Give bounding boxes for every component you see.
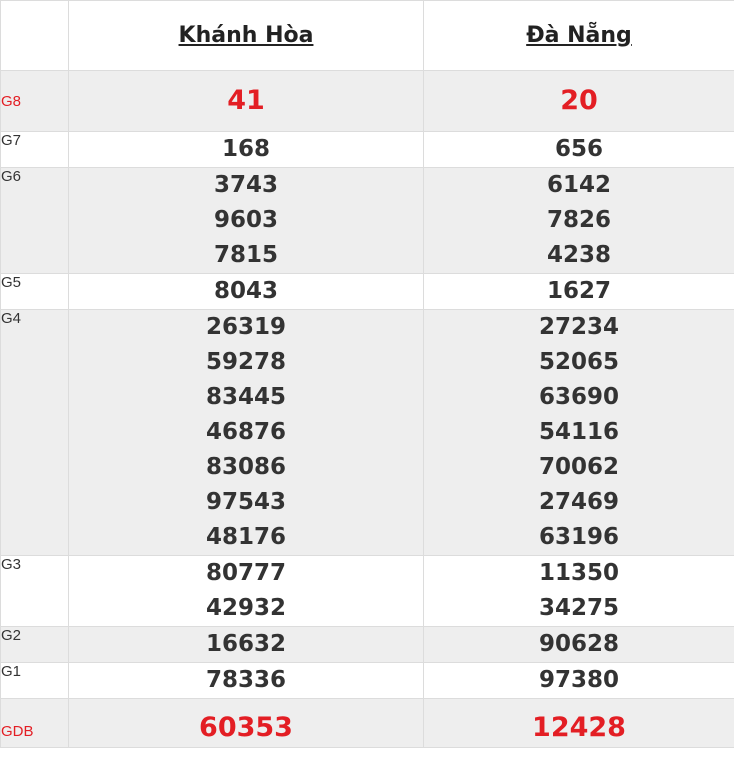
prize-number: 63690 bbox=[424, 380, 734, 415]
da-nang-numbers bbox=[424, 663, 734, 699]
prize-number: 7826 bbox=[424, 203, 734, 238]
prize-number: 656 bbox=[424, 132, 734, 167]
prize-number: 97543 bbox=[69, 485, 423, 520]
prize-row-g7 bbox=[1, 132, 734, 168]
da-nang-numbers bbox=[424, 168, 734, 274]
prize-number: 70062 bbox=[424, 450, 734, 485]
province-link-da-nang[interactable]: Đà Nẵng bbox=[526, 23, 632, 48]
prize-label: G2 bbox=[1, 627, 69, 663]
prize-number: 27469 bbox=[424, 485, 734, 520]
prize-number: 4238 bbox=[424, 238, 734, 273]
prize-number: 83086 bbox=[69, 450, 423, 485]
prize-label: G4 bbox=[1, 310, 69, 556]
da-nang-numbers bbox=[424, 71, 734, 132]
prize-number: 63196 bbox=[424, 520, 734, 555]
khanh-hoa-numbers bbox=[69, 310, 424, 556]
khanh-hoa-numbers bbox=[69, 168, 424, 274]
prize-number: 1627 bbox=[424, 274, 734, 309]
prize-label: G3 bbox=[1, 556, 69, 627]
da-nang-numbers bbox=[424, 132, 734, 168]
prize-number: 80777 bbox=[69, 556, 423, 591]
da-nang-numbers bbox=[424, 556, 734, 627]
province-link-khanh-hoa[interactable]: Khánh Hòa bbox=[179, 23, 314, 48]
prize-number: 60353 bbox=[69, 699, 423, 747]
prize-label: G5 bbox=[1, 274, 69, 310]
prize-number: 27234 bbox=[424, 310, 734, 345]
prize-number: 9603 bbox=[69, 203, 423, 238]
prize-number: 20 bbox=[424, 71, 734, 131]
prize-number: 42932 bbox=[69, 591, 423, 626]
prize-number: 6142 bbox=[424, 168, 734, 203]
header-corner bbox=[1, 1, 69, 71]
prize-row-g5 bbox=[1, 274, 734, 310]
prize-label: G8 bbox=[1, 71, 69, 132]
prize-row-g2 bbox=[1, 627, 734, 663]
prize-number: 48176 bbox=[69, 520, 423, 555]
province-header-da-nang[interactable] bbox=[424, 1, 734, 71]
prize-label: G7 bbox=[1, 132, 69, 168]
prize-row-g8 bbox=[1, 71, 734, 132]
prize-number: 83445 bbox=[69, 380, 423, 415]
khanh-hoa-numbers bbox=[69, 627, 424, 663]
prize-number: 41 bbox=[69, 71, 423, 131]
prize-number: 12428 bbox=[424, 699, 734, 747]
khanh-hoa-numbers bbox=[69, 699, 424, 748]
prize-number: 168 bbox=[69, 132, 423, 167]
prize-label: G6 bbox=[1, 168, 69, 274]
prize-number: 59278 bbox=[69, 345, 423, 380]
prize-number: 11350 bbox=[424, 556, 734, 591]
da-nang-numbers bbox=[424, 274, 734, 310]
khanh-hoa-numbers bbox=[69, 663, 424, 699]
prize-number: 52065 bbox=[424, 345, 734, 380]
province-header-khanh-hoa[interactable] bbox=[69, 1, 424, 71]
khanh-hoa-numbers bbox=[69, 71, 424, 132]
prize-number: 90628 bbox=[424, 627, 734, 662]
khanh-hoa-numbers bbox=[69, 556, 424, 627]
da-nang-numbers bbox=[424, 699, 734, 748]
prize-number: 97380 bbox=[424, 663, 734, 698]
khanh-hoa-numbers bbox=[69, 274, 424, 310]
prize-label: GDB bbox=[1, 699, 69, 748]
khanh-hoa-numbers bbox=[69, 132, 424, 168]
prize-row-gdb bbox=[1, 699, 734, 748]
prize-number: 16632 bbox=[69, 627, 423, 662]
prize-row-g6 bbox=[1, 168, 734, 274]
table-header-row bbox=[1, 1, 734, 71]
prize-row-g4 bbox=[1, 310, 734, 556]
prize-number: 34275 bbox=[424, 591, 734, 626]
da-nang-numbers bbox=[424, 627, 734, 663]
prize-number: 46876 bbox=[69, 415, 423, 450]
prize-number: 3743 bbox=[69, 168, 423, 203]
prize-number: 78336 bbox=[69, 663, 423, 698]
prize-number: 26319 bbox=[69, 310, 423, 345]
da-nang-numbers bbox=[424, 310, 734, 556]
prize-row-g3 bbox=[1, 556, 734, 627]
prize-number: 8043 bbox=[69, 274, 423, 309]
prize-row-g1 bbox=[1, 663, 734, 699]
prize-number: 54116 bbox=[424, 415, 734, 450]
prize-number: 7815 bbox=[69, 238, 423, 273]
prize-label: G1 bbox=[1, 663, 69, 699]
